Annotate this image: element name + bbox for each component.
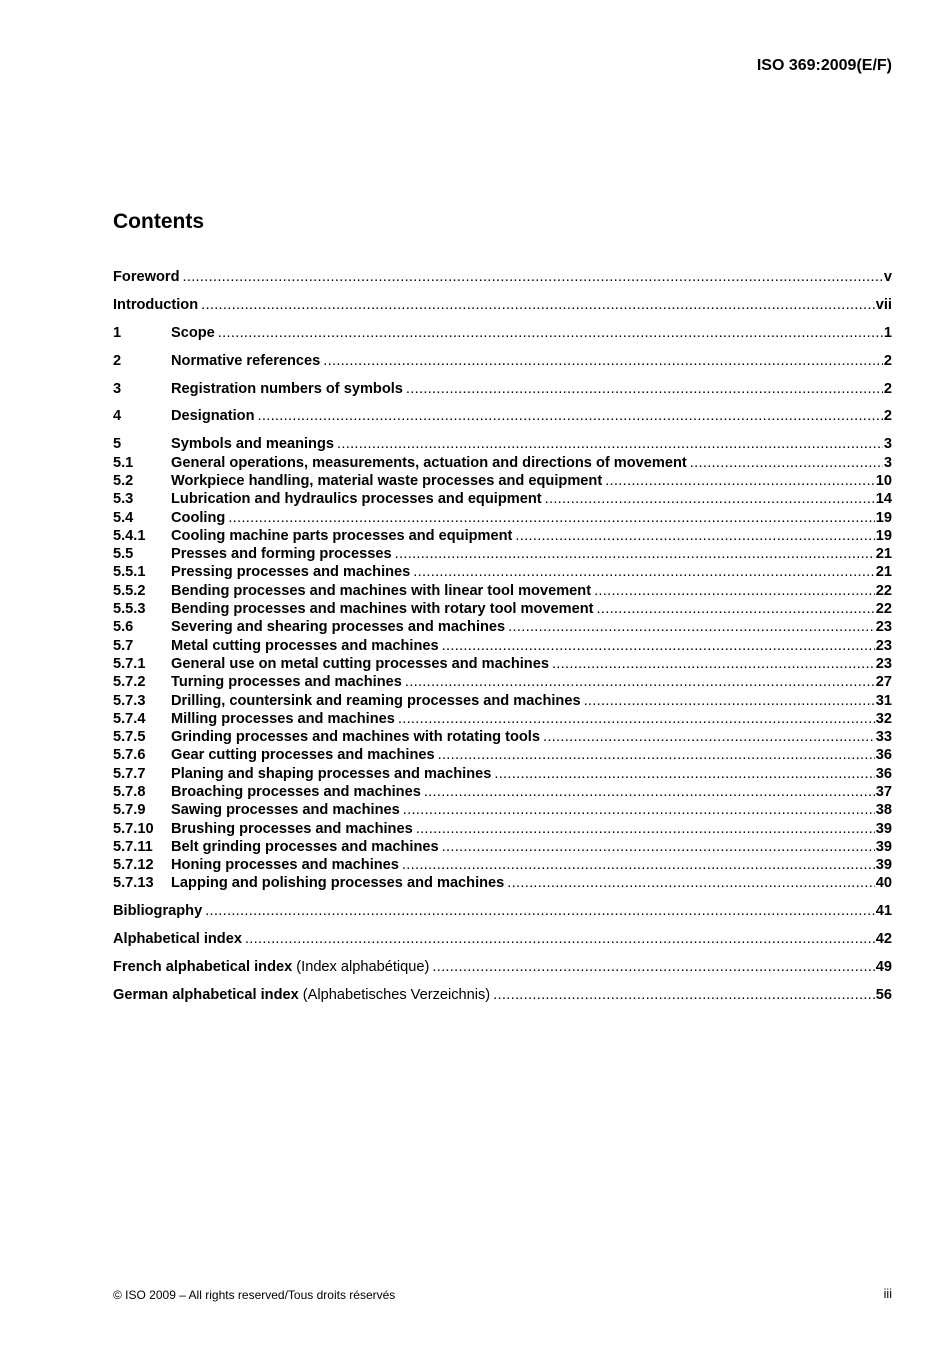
toc-dot-leader: [597, 600, 875, 618]
toc-entry-page: 2: [883, 380, 892, 397]
toc-entry-title-group: [113, 986, 490, 1004]
toc-entry-page: 33: [875, 729, 892, 746]
toc-entry-title: Belt grinding processes and machines: [171, 838, 439, 855]
toc-entry-number: 5.7.12: [113, 857, 154, 874]
toc-entry[interactable]: [113, 930, 892, 948]
toc-entry-page: 37: [875, 783, 892, 800]
toc-entry-page: 39: [875, 838, 892, 855]
toc-entry-title-group: [171, 600, 594, 618]
toc-entry-title: Drilling, countersink and reaming processes and machines: [171, 692, 581, 709]
toc-entry-number: 5.4.1: [113, 527, 146, 544]
toc-entry-title: Normative references: [171, 352, 321, 369]
toc-dot-leader: [594, 582, 875, 600]
toc-dot-leader: [258, 407, 883, 425]
toc-entry-title: Severing and shearing processes and machines: [171, 619, 506, 636]
toc-entry-title-group: [171, 710, 395, 728]
toc-entry-page: 2: [883, 352, 892, 369]
toc-dot-leader: [493, 986, 875, 1004]
toc-dot-leader: [424, 783, 875, 801]
toc-entry-title-group: [171, 820, 413, 838]
toc-entry[interactable]: [113, 986, 892, 1004]
toc-entry-page: 40: [875, 875, 892, 892]
toc-entry-title: Lubrication and hydraulics processes and equipment: [171, 491, 542, 508]
toc-entry-title: Registration numbers of symbols: [171, 380, 403, 397]
toc-entry-page: 23: [875, 619, 892, 636]
toc-entry-page: 36: [875, 747, 892, 764]
toc-dot-leader: [395, 545, 875, 563]
toc-entry-title-group: [171, 765, 491, 783]
toc-dot-leader: [508, 618, 875, 636]
toc-dot-leader: [442, 838, 875, 856]
toc-entry-title-group: [171, 618, 505, 636]
toc-entry-title-group: [171, 692, 581, 710]
toc-dot-leader: [442, 637, 875, 655]
toc-entry-number: 5.7.6: [113, 747, 146, 764]
toc-entry-page: 10: [875, 472, 892, 489]
toc-entry[interactable]: [113, 490, 892, 508]
toc-entry-number: 5.7.9: [113, 802, 146, 819]
toc-entry-title: Bending processes and machines with rotary tool movement: [171, 601, 594, 618]
toc-entry-title-group: [171, 472, 602, 490]
toc-entry-page: 39: [875, 820, 892, 837]
toc-entry-page: 21: [875, 546, 892, 563]
toc-dot-leader: [205, 902, 875, 920]
toc-entry-number: 5.7.2: [113, 674, 146, 691]
toc-entry-page: 3: [883, 436, 892, 453]
toc-entry[interactable]: [113, 472, 892, 490]
toc-entry-number: 3: [113, 380, 122, 397]
toc-dot-leader: [323, 352, 883, 370]
toc-entry-page: 27: [875, 674, 892, 691]
toc-entry[interactable]: [113, 710, 892, 728]
toc-entry-title-group: [171, 509, 225, 527]
toc-entry-page: 2: [883, 408, 892, 425]
toc-entry-number: 5.2: [113, 472, 134, 489]
toc-entry-title-group: [171, 545, 392, 563]
toc-entry-page: 22: [875, 582, 892, 599]
toc-entry-title-group: [113, 902, 202, 920]
toc-entry-subtitle: (Alphabetisches Verzeichnis): [298, 987, 491, 1004]
toc-entry[interactable]: [113, 509, 892, 527]
toc-entry-title-group: [171, 637, 439, 655]
toc-entry[interactable]: [113, 856, 892, 874]
toc-entry-page: 42: [875, 931, 892, 948]
toc-dot-leader: [494, 765, 874, 783]
toc-entry[interactable]: [113, 527, 892, 545]
document-code: ISO 369:2009(E/F): [756, 57, 892, 74]
toc-entry[interactable]: [113, 324, 892, 342]
toc-entry-title: French alphabetical index: [113, 959, 293, 976]
toc-entry-title-group: [171, 728, 540, 746]
toc-entry-title: Milling processes and machines: [171, 710, 395, 727]
toc-entry-title: Symbols and meanings: [171, 436, 335, 453]
toc-entry-number: 5.5.3: [113, 601, 146, 618]
toc-entry-title-group: [171, 407, 255, 425]
toc-entry-page: 19: [875, 527, 892, 544]
toc-entry-page: 1: [883, 324, 892, 341]
toc-entry-page: 38: [875, 802, 892, 819]
toc-entry-number: 5: [113, 436, 122, 453]
toc-entry[interactable]: [113, 435, 892, 453]
toc-entry-title: Broaching processes and machines: [171, 783, 421, 800]
toc-entry-title: Brushing processes and machines: [171, 820, 413, 837]
toc-entry-title: Introduction: [113, 296, 199, 313]
toc-entry-title-group: [171, 856, 399, 874]
toc-entry-title: Metal cutting processes and machines: [171, 637, 439, 654]
toc-dot-leader: [413, 563, 874, 581]
toc-entry[interactable]: [113, 637, 892, 655]
toc-entry-title-group: [171, 783, 421, 801]
toc-entry-number: 5.7.10: [113, 820, 154, 837]
toc-entry-number: 5.7.1: [113, 655, 146, 672]
toc-entry-title-group: [171, 801, 400, 819]
toc-entry-page: 31: [875, 692, 892, 709]
toc-entry-title-group: [171, 746, 435, 764]
toc-entry-subtitle: (Index alphabétique): [292, 959, 430, 976]
contents-heading: Contents: [113, 210, 204, 233]
toc-entry-title-group: [171, 874, 504, 892]
toc-entry-page: 22: [875, 601, 892, 618]
toc-entry-title: Honing processes and machines: [171, 857, 399, 874]
footer-copyright: © ISO 2009 – All rights reserved/Tous droits réservés: [113, 1288, 396, 1302]
toc-entry-page: 3: [883, 454, 892, 471]
toc-entry-number: 5.7.7: [113, 765, 146, 782]
toc-dot-leader: [552, 655, 875, 673]
toc-entry-number: 5.7: [113, 637, 134, 654]
toc-entry-page: 49: [875, 959, 892, 976]
toc-entry-title: General use on metal cutting processes and machines: [171, 655, 549, 672]
toc-entry-title: Bending processes and machines with linear tool movement: [171, 582, 592, 599]
toc-entry-title: Planing and shaping processes and machines: [171, 765, 492, 782]
toc-entry[interactable]: [113, 902, 892, 920]
toc-entry-number: 5.7.4: [113, 710, 146, 727]
toc-entry[interactable]: [113, 268, 892, 286]
toc-entry-page: 39: [875, 857, 892, 874]
toc-entry-number: 2: [113, 352, 122, 369]
toc-dot-leader: [438, 746, 875, 764]
toc-entry-number: 5.7.13: [113, 875, 154, 892]
toc-entry-title-group: [171, 490, 542, 508]
toc-entry[interactable]: [113, 618, 892, 636]
toc-dot-leader: [218, 324, 883, 342]
toc-entry-title: Designation: [171, 408, 255, 425]
toc-entry[interactable]: [113, 407, 892, 425]
toc-entry-title: Foreword: [113, 269, 180, 285]
toc-entry-title: German alphabetical index: [113, 987, 299, 1004]
toc-dot-leader: [515, 527, 874, 545]
toc-entry-page: v: [883, 269, 892, 285]
toc-entry-title: Workpiece handling, material waste processes and equipment: [171, 472, 603, 489]
toc-entry[interactable]: [113, 600, 892, 618]
toc-entry[interactable]: [113, 838, 892, 856]
toc-entry-page: vii: [875, 296, 892, 313]
toc-entry-title-group: [113, 268, 179, 286]
toc-entry-number: 5.1: [113, 454, 134, 471]
toc-entry-number: 5.4: [113, 509, 134, 526]
toc-dot-leader: [403, 801, 875, 819]
toc-entry[interactable]: [113, 820, 892, 838]
toc-entry[interactable]: [113, 380, 892, 398]
toc-entry-title: Turning processes and machines: [171, 674, 402, 691]
toc-entry-title-group: [171, 563, 410, 581]
toc-entry-title-group: [171, 324, 215, 342]
toc-entry[interactable]: [113, 783, 892, 801]
toc-dot-leader: [245, 930, 875, 948]
toc-dot-leader: [584, 692, 875, 710]
toc-entry-page: 21: [875, 564, 892, 581]
toc-entry-page: 32: [875, 710, 892, 727]
toc-dot-leader: [201, 296, 875, 314]
toc-entry[interactable]: [113, 765, 892, 783]
toc-entry-title-group: [171, 454, 687, 472]
toc-entry-title-group: [171, 435, 334, 453]
toc-entry-number: 5.5.1: [113, 564, 146, 581]
toc-entry[interactable]: [113, 563, 892, 581]
toc-entry-title-group: [171, 655, 549, 673]
toc-entry-title-group: [171, 673, 402, 691]
toc-entry[interactable]: [113, 454, 892, 472]
table-of-contents: [113, 268, 892, 1004]
toc-entry[interactable]: [113, 296, 892, 314]
toc-entry-title-group: [171, 352, 320, 370]
toc-dot-leader: [398, 710, 875, 728]
toc-entry-page: 36: [875, 765, 892, 782]
toc-dot-leader: [690, 454, 883, 472]
toc-entry-number: 5.7.5: [113, 729, 146, 746]
toc-entry-number: 5.7.8: [113, 783, 146, 800]
toc-entry-number: 5.5: [113, 546, 134, 563]
toc-dot-leader: [416, 820, 875, 838]
toc-entry-title: Scope: [171, 324, 215, 341]
toc-entry[interactable]: [113, 582, 892, 600]
toc-entry-title-group: [171, 527, 512, 545]
toc-entry-title: General operations, measurements, actuation and directions of movement: [171, 454, 687, 471]
toc-entry-number: 5.7.11: [113, 838, 153, 855]
toc-entry-title-group: [171, 582, 591, 600]
toc-entry-title: Bibliography: [113, 903, 203, 920]
toc-entry-number: 1: [113, 324, 122, 341]
toc-entry-title-group: [171, 380, 403, 398]
toc-entry[interactable]: [113, 728, 892, 746]
footer-page-number: iii: [883, 1287, 892, 1301]
toc-entry-title: Gear cutting processes and machines: [171, 747, 435, 764]
toc-entry-title-group: [113, 930, 242, 948]
toc-dot-leader: [406, 380, 883, 398]
toc-entry-number: 5.6: [113, 619, 134, 636]
toc-entry[interactable]: [113, 801, 892, 819]
toc-entry[interactable]: [113, 352, 892, 370]
toc-entry-page: 14: [875, 491, 892, 508]
toc-entry-title-group: [171, 838, 439, 856]
toc-entry-page: 41: [875, 903, 892, 920]
toc-entry[interactable]: [113, 655, 892, 673]
toc-entry-page: 19: [875, 509, 892, 526]
toc-entry[interactable]: [113, 692, 892, 710]
toc-entry-number: 5.7.3: [113, 692, 146, 709]
toc-dot-leader: [432, 958, 874, 976]
toc-dot-leader: [402, 856, 875, 874]
toc-entry-title: Presses and forming processes: [171, 546, 392, 563]
toc-dot-leader: [405, 673, 875, 691]
toc-entry[interactable]: [113, 874, 892, 892]
toc-dot-leader: [182, 268, 882, 286]
toc-entry-page: 23: [875, 637, 892, 654]
toc-entry-title: Sawing processes and machines: [171, 802, 400, 819]
toc-dot-leader: [337, 435, 883, 453]
toc-entry-title: Cooling: [171, 509, 226, 526]
toc-entry-title: Lapping and polishing processes and machines: [171, 875, 505, 892]
toc-entry-title: Alphabetical index: [113, 931, 242, 948]
toc-dot-leader: [507, 874, 874, 892]
toc-dot-leader: [545, 490, 875, 508]
toc-entry[interactable]: [113, 746, 892, 764]
toc-entry[interactable]: [113, 673, 892, 691]
toc-dot-leader: [605, 472, 875, 490]
toc-entry[interactable]: [113, 958, 892, 976]
toc-entry-number: 5.3: [113, 491, 134, 508]
toc-dot-leader: [543, 728, 875, 746]
toc-entry-number: 5.5.2: [113, 582, 146, 599]
toc-entry-title: Grinding processes and machines with rotating tools: [171, 729, 540, 746]
toc-entry[interactable]: [113, 545, 892, 563]
toc-entry-title: Pressing processes and machines: [171, 564, 411, 581]
toc-entry-title: Cooling machine parts processes and equipment: [171, 527, 513, 544]
toc-entry-title-group: [113, 958, 429, 976]
toc-dot-leader: [228, 509, 874, 527]
toc-entry-page: 23: [875, 655, 892, 672]
toc-entry-title-group: [113, 296, 198, 314]
toc-entry-page: 56: [875, 987, 892, 1004]
toc-entry-number: 4: [113, 408, 122, 425]
